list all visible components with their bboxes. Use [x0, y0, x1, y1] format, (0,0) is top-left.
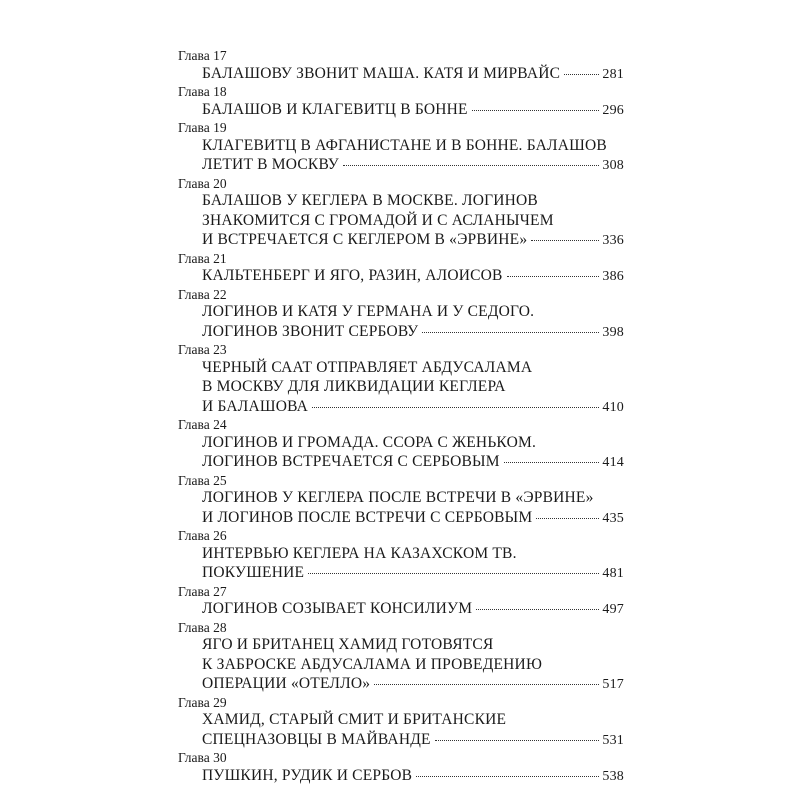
page-number: 481 [602, 566, 624, 581]
chapter-title-text: ЛЕТИТ В МОСКВУ [202, 156, 339, 173]
chapter-title-line [178, 100, 624, 120]
chapter-label: Глава 25 [178, 472, 227, 488]
page-number: 281 [602, 66, 624, 82]
chapter-title-text: К ЗАБРОСКЕ АБДУСАЛАМА И ПРОВЕДЕНИЮ [202, 655, 543, 673]
page-number: 538 [602, 768, 624, 784]
chapter-title-text: ИНТЕРВЬЮ КЕГЛЕРА НА КАЗАХСКОМ ТВ. [202, 544, 517, 562]
chapter-title-text: БАЛАШОВУ ЗВОНИТ МАША. КАТЯ И МИРВАЙС [202, 64, 561, 82]
dot-leader [472, 110, 600, 111]
chapter-title-text: КАЛЬТЕНБЕРГ И ЯГО, РАЗИН, АЛОИСОВ [202, 267, 503, 284]
dot-leader [504, 462, 600, 463]
toc-entry [178, 47, 624, 83]
chapter-title-line [178, 766, 624, 786]
toc-entry [178, 83, 624, 119]
chapter-title-line [178, 599, 624, 619]
chapter-title-line [178, 563, 624, 583]
chapter-title-text: ЛОГИНОВ И ГРОМАДА. ССОРА С ЖЕНЬКОМ. [202, 433, 537, 451]
chapter-title-text: ЛОГИНОВ И КАТЯ У ГЕРМАНА И У СЕДОГО. [202, 303, 535, 320]
chapter-title-text: ЧЕРНЫЙ СААТ ОТПРАВЛЯЕТ АБДУСАЛАМА [202, 358, 533, 376]
chapter-title-line [178, 674, 624, 694]
chapter-title-line [178, 64, 624, 84]
chapter-title-line [178, 302, 624, 322]
chapter-title-text: В МОСКВУ ДЛЯ ЛИКВИДАЦИИ КЕГЛЕРА [202, 378, 506, 395]
toc-entry [178, 175, 624, 250]
table-of-contents [178, 47, 624, 785]
chapter-title-text: БАЛАШОВ У КЕГЛЕРА В МОСКВЕ. ЛОГИНОВ [202, 192, 538, 209]
page-number: 517 [602, 677, 624, 692]
chapter-label: Глава 23 [178, 342, 227, 357]
chapter-title-text: ПУШКИН, РУДИК И СЕРБОВ [202, 766, 413, 784]
dot-leader [416, 776, 599, 777]
chapter-title-line [178, 710, 624, 730]
toc-entry [178, 749, 624, 785]
chapter-title-line [178, 155, 624, 175]
dot-leader [531, 240, 599, 241]
chapter-label: Глава 19 [178, 120, 227, 135]
dot-leader [435, 740, 600, 741]
chapter-title-text: ОПЕРАЦИИ «ОТЕЛЛО» [202, 675, 371, 692]
chapter-title-text: СПЕЦНАЗОВЦЫ В МАЙВАНДЕ [202, 730, 431, 748]
page-number: 497 [602, 602, 624, 617]
chapter-title-text: ПОКУШЕНИЕ [202, 564, 305, 581]
chapter-title-text: БАЛАШОВ И КЛАГЕВИТЦ В БОННЕ [202, 100, 468, 118]
dot-leader [312, 407, 599, 408]
chapter-title-line [178, 358, 624, 378]
page-number: 435 [602, 510, 624, 526]
chapter-label: Глава 30 [178, 750, 227, 765]
chapter-title-text: ЛОГИНОВ СОЗЫВАЕТ КОНСИЛИУМ [202, 600, 473, 617]
chapter-label: Глава 29 [178, 694, 227, 710]
chapter-label: Глава 28 [178, 619, 227, 635]
page-number: 336 [602, 233, 624, 248]
chapter-title-text: КЛАГЕВИТЦ В АФГАНИСТАНЕ И В БОННЕ. БАЛАШОВ [202, 136, 607, 154]
toc-entry [178, 119, 624, 175]
chapter-title-text: ХАМИД, СТАРЫЙ СМИТ И БРИТАНСКИЕ [202, 711, 507, 728]
chapter-title-line [178, 377, 624, 397]
chapter-title-text: ЛОГИНОВ У КЕГЛЕРА ПОСЛЕ ВСТРЕЧИ В «ЭРВИНЕ» [202, 489, 594, 506]
chapter-title-text: И ЛОГИНОВ ПОСЛЕ ВСТРЕЧИ С СЕРБОВЫМ [202, 508, 533, 526]
chapter-title-line [178, 322, 624, 342]
chapter-title-text: ЯГО И БРИТАНЕЦ ХАМИД ГОТОВЯТСЯ [202, 636, 494, 653]
toc-entry [178, 286, 624, 342]
page-number: 398 [602, 324, 624, 340]
toc-entry [178, 583, 624, 619]
chapter-title-text: ЛОГИНОВ ВСТРЕЧАЕТСЯ С СЕРБОВЫМ [202, 453, 500, 470]
chapter-label: Глава 18 [178, 84, 227, 99]
chapter-title-line [178, 136, 624, 156]
dot-leader [343, 165, 599, 166]
chapter-label: Глава 20 [178, 175, 227, 191]
dot-leader [564, 74, 599, 75]
toc-entry [178, 619, 624, 694]
chapter-title-line [178, 230, 624, 250]
chapter-title-line [178, 191, 624, 211]
page-number: 296 [602, 102, 624, 118]
chapter-label: Глава 24 [178, 417, 227, 432]
dot-leader [476, 609, 599, 610]
toc-entry [178, 527, 624, 583]
chapter-label: Глава 27 [178, 583, 227, 599]
chapter-title-text: ЛОГИНОВ ЗВОНИТ СЕРБОВУ [202, 322, 419, 340]
dot-leader [374, 684, 599, 685]
chapter-title-line [178, 266, 624, 286]
chapter-label: Глава 26 [178, 528, 227, 543]
chapter-title-text: И ВСТРЕЧАЕТСЯ С КЕГЛЕРОМ В «ЭРВИНЕ» [202, 231, 528, 248]
chapter-title-text: И БАЛАШОВА [202, 397, 309, 415]
chapter-title-line [178, 452, 624, 472]
page-number: 308 [602, 158, 624, 173]
toc-entry [178, 416, 624, 472]
toc-entry [178, 341, 624, 416]
page-number: 386 [602, 269, 624, 284]
dot-leader [422, 332, 599, 333]
chapter-label: Глава 17 [178, 48, 227, 63]
dot-leader [507, 276, 600, 277]
chapter-title-line [178, 655, 624, 675]
toc-entry [178, 472, 624, 528]
toc-entry [178, 250, 624, 286]
page-number: 414 [602, 455, 624, 470]
page-number: 531 [602, 732, 624, 748]
toc-entry [178, 694, 624, 750]
chapter-label: Глава 22 [178, 286, 227, 302]
chapter-title-line [178, 508, 624, 528]
chapter-title-line [178, 730, 624, 750]
chapter-title-line [178, 211, 624, 231]
chapter-title-line [178, 397, 624, 417]
chapter-title-line [178, 635, 624, 655]
chapter-title-line [178, 433, 624, 453]
dot-leader [536, 518, 599, 519]
chapter-title-text: ЗНАКОМИТСЯ С ГРОМАДОЙ И С АСЛАНЫЧЕМ [202, 211, 554, 229]
chapter-title-line [178, 488, 624, 508]
chapter-label: Глава 21 [178, 250, 227, 266]
page-number: 410 [602, 399, 624, 415]
dot-leader [308, 573, 599, 574]
chapter-title-line [178, 544, 624, 564]
